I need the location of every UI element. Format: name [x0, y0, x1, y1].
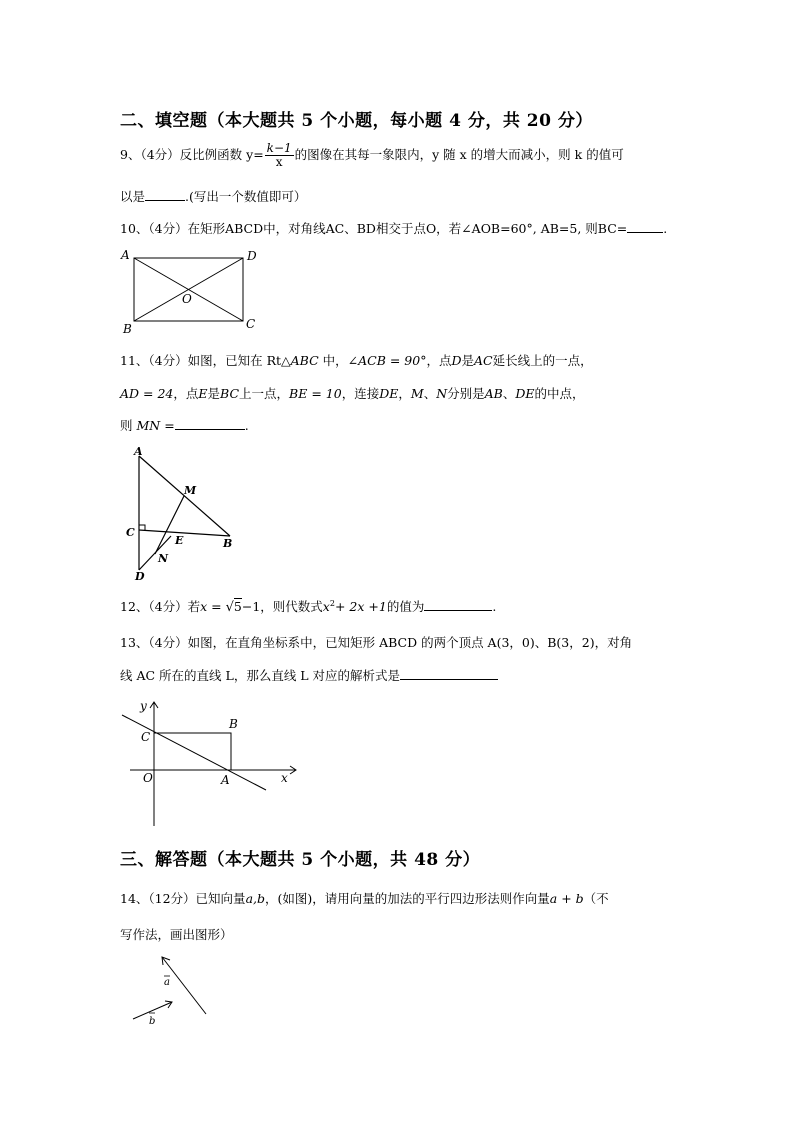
q12-b: x = [200, 599, 222, 614]
question-11-line-2 [120, 384, 585, 402]
q9-line2-prefix: 以是 [120, 189, 146, 204]
q13-answer-blank[interactable] [400, 667, 498, 680]
q13-coordinate-figure [122, 699, 296, 826]
q13-label-a: A [221, 773, 230, 787]
q13-label-o: O [143, 771, 153, 785]
q12-j: . [492, 599, 497, 614]
q11-label-c: C [126, 526, 135, 539]
q11-l3-b: MN = [136, 418, 175, 433]
q11-l1-a: 11、（4分）如图，已知在 Rt△ [120, 353, 291, 368]
q11-l2-j: ， [398, 386, 411, 401]
q12-a: 12、（4分）若 [120, 599, 201, 614]
q11-label-a: A [134, 445, 143, 458]
q11-l1-c: 中， [318, 353, 348, 368]
q11-label-b: B [223, 537, 233, 550]
q13-label-y: y [140, 699, 147, 713]
question-12-text [120, 597, 496, 615]
q9-prefix: 9、（4分）反比例函数 y= [120, 147, 264, 163]
q11-l2-a: AD = 24 [120, 386, 174, 401]
q14-sum-vector: a + b [549, 891, 584, 906]
q9-line2-suffix: .(写出一个数值即可） [185, 189, 307, 204]
q13-label-b: B [229, 717, 238, 731]
q9-fraction-numerator: k−1 [266, 141, 292, 155]
question-14-line-2: 写作法，画出图形） [120, 927, 233, 942]
q12-e: ，则代数式 [260, 599, 323, 614]
q10-label-c: C [246, 317, 256, 331]
q12-answer-blank[interactable] [424, 598, 492, 611]
q11-label-m: M [184, 484, 197, 497]
q13-label-c: C [141, 730, 151, 744]
q11-l1-f: D [451, 353, 462, 368]
section-title-solve: 三、解答题（本大题共 5 个小题，共 48 分） [120, 850, 481, 870]
q11-l1-i: 延长线上的一点， [492, 353, 593, 368]
question-11-line-1 [120, 351, 593, 369]
q11-triangle-figure [126, 445, 232, 583]
q14-e: （不 [583, 891, 609, 906]
q11-label-d: D [135, 570, 145, 583]
q12-exponent: 2 [329, 598, 335, 608]
q11-answer-blank[interactable] [175, 417, 245, 430]
q9-suffix: 的图像在其每一象限内，y 随 x 的增大而减小，则 k 的值可 [294, 147, 624, 163]
q11-l3-c: . [244, 418, 249, 433]
q12-i: 的值为 [386, 599, 425, 614]
question-11-line-3 [120, 416, 249, 434]
q11-l1-g: 是 [461, 353, 475, 368]
q11-right-angle-mark [139, 525, 145, 530]
q11-l2-l: 、 [423, 386, 437, 401]
q10-label-a: A [121, 248, 130, 262]
q14-label-a: a [164, 977, 170, 988]
q11-l2-f: 上一点， [239, 386, 290, 401]
q11-l2-h: ，连接 [341, 386, 380, 401]
q11-l2-o: AB [484, 386, 503, 401]
question-14-line-1 [120, 889, 609, 907]
q13-label-x: x [281, 771, 288, 785]
q10-text: 10、（4分）在矩形ABCD中，对角线AC、BD相交于点O，若∠AOB=60°, AB=5, 则BC= [120, 221, 628, 236]
q11-l1-b: ABC [290, 353, 319, 368]
q11-l1-e: ，点 [426, 353, 452, 368]
q9-fraction-denominator: x [275, 155, 283, 170]
q11-l2-p: 、 [502, 386, 516, 401]
q11-l2-i: DE [379, 386, 399, 401]
q14-c: ，(如图)，请用向量的加法的平行四边形法则作向量 [265, 891, 550, 906]
q10-label-d: D [247, 249, 257, 263]
q11-l2-n: 分别是 [447, 386, 485, 401]
question-13-line-2 [120, 666, 498, 684]
q14-vectors-ab: a,b [245, 891, 265, 906]
q14-a: 14、（12分）已知向量 [120, 891, 246, 906]
q11-l2-q: DE [515, 386, 535, 401]
q10-label-b: B [123, 322, 132, 336]
q11-l2-m: N [436, 386, 448, 401]
q10-end: . [663, 221, 668, 236]
q11-l2-r: 的中点， [534, 386, 585, 401]
q12-sqrt-sign: √ [225, 600, 234, 615]
q11-l2-b: ，点 [173, 386, 199, 401]
q12-h: + 2x +1 [334, 599, 387, 614]
question-13-line-1: 13、（4分）如图，在直角坐标系中，已知矩形 ABCD 的两个顶点 A(3，0)、B(3，2)，对角 [120, 635, 633, 650]
q11-label-n: N [158, 552, 169, 565]
q11-l2-c: E [198, 386, 208, 401]
section-title-fill-in: 二、填空题（本大题共 5 个小题，每小题 4 分，共 20 分） [120, 111, 593, 131]
q11-l2-e: BC [220, 386, 240, 401]
q11-l1-d: ∠ACB = 90° [347, 353, 427, 368]
q11-line-cb [139, 530, 230, 536]
q13-line2-text: 线 AC 所在的直线 L，那么直线 L 对应的解析式是 [120, 668, 401, 683]
q12-radicand: 5 [233, 599, 242, 614]
q12-f: x [322, 599, 330, 614]
q14-label-b: b [149, 1016, 156, 1027]
q11-l2-d: 是 [207, 386, 221, 401]
q11-l3-a: 则 [120, 418, 133, 433]
q11-l1-h: AC [474, 353, 493, 368]
q11-label-e: E [175, 534, 184, 547]
q11-l2-g: BE = 10 [289, 386, 342, 401]
q10-label-o: O [182, 292, 192, 306]
q12-d: −1 [241, 599, 261, 614]
q11-l2-k: M [410, 386, 424, 401]
q14-vectors-figure [133, 957, 206, 1027]
